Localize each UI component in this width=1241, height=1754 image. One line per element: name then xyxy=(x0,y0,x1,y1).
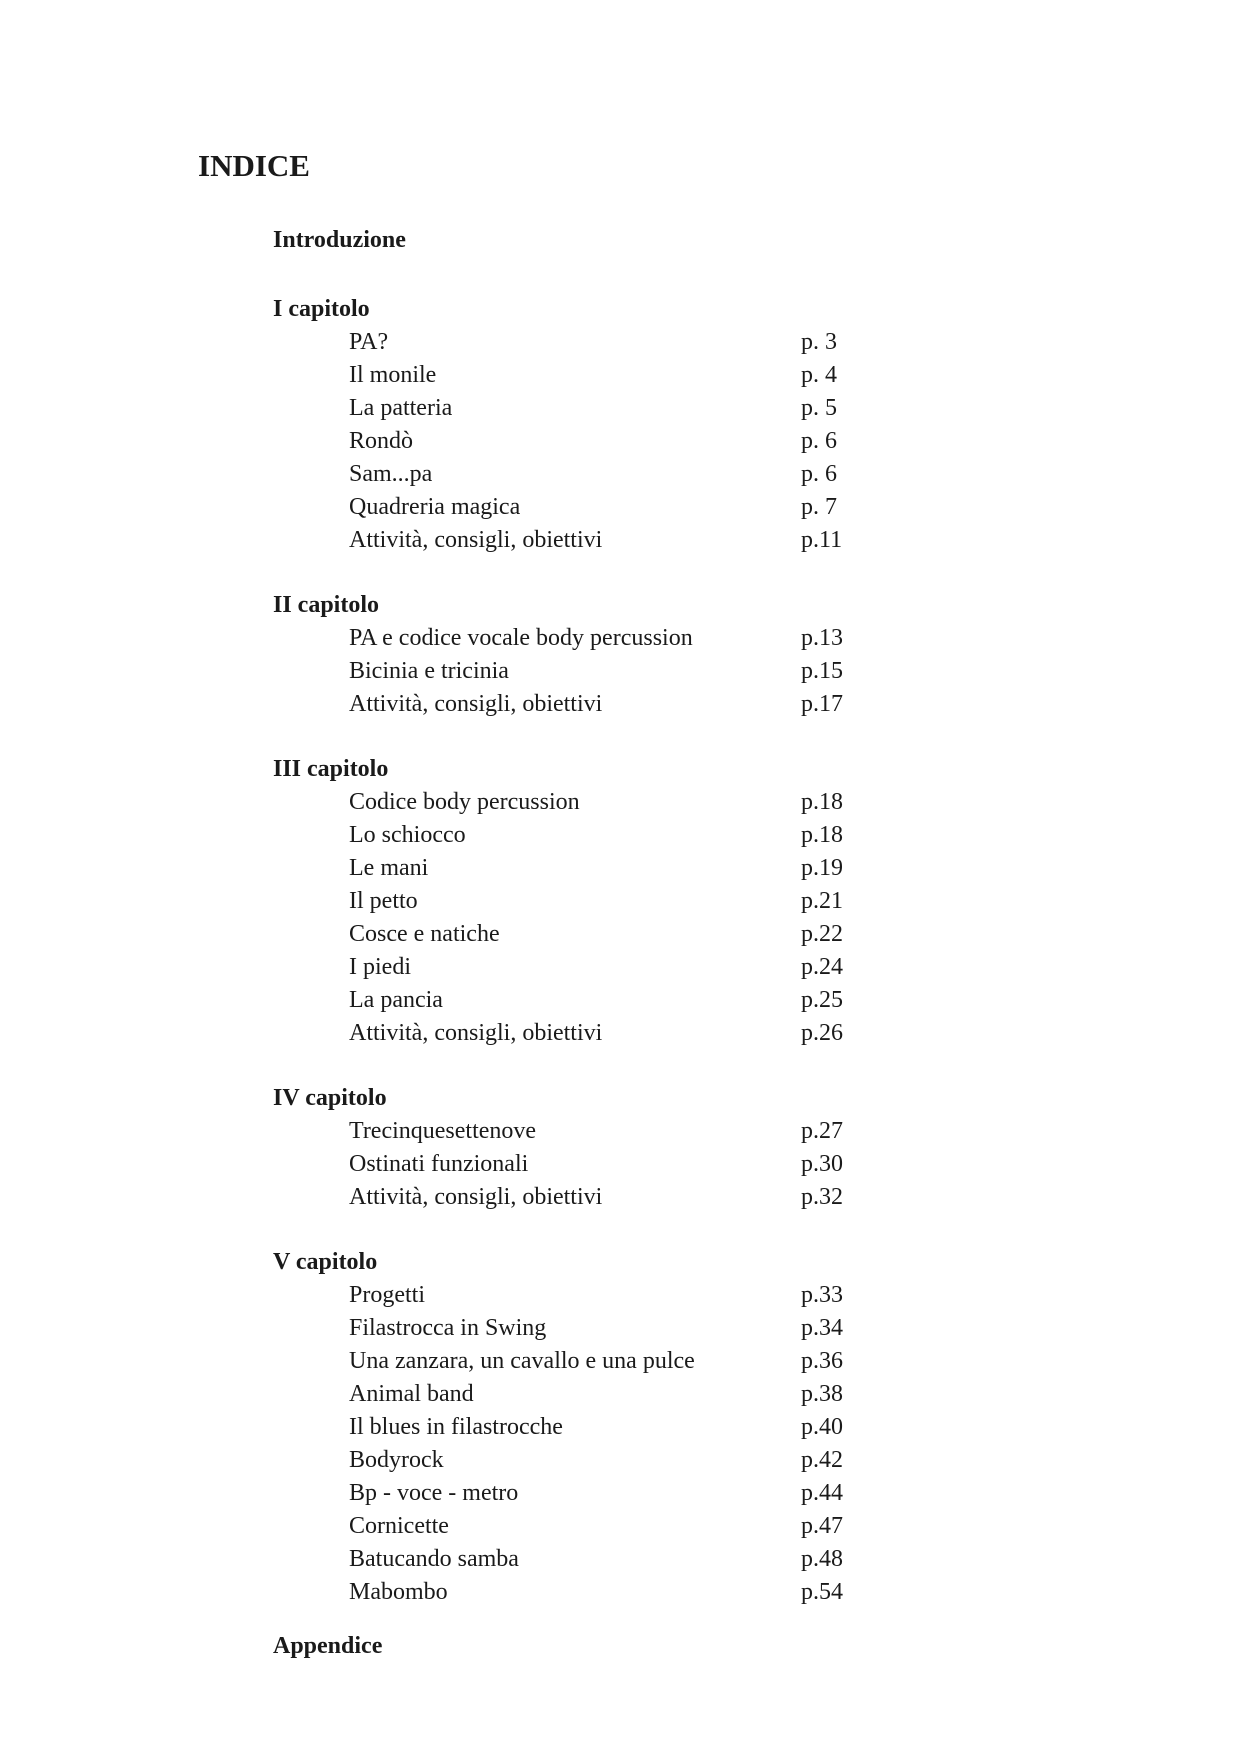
entry-title: Progetti xyxy=(349,1282,425,1308)
chapter-heading: III capitolo xyxy=(273,756,389,782)
entry-title: I piedi xyxy=(349,954,411,980)
entry-title: Cornicette xyxy=(349,1513,449,1539)
entry-title: Sam...pa xyxy=(349,461,433,487)
entry-page: p.19 xyxy=(801,855,843,881)
entry-page: p.17 xyxy=(801,691,843,717)
entry-page: p.42 xyxy=(801,1447,843,1473)
entry-title: Filastrocca in Swing xyxy=(349,1315,547,1341)
entry-page: p.18 xyxy=(801,789,843,815)
entry-page: p. 4 xyxy=(801,362,837,388)
toc-entry xyxy=(273,918,973,951)
entry-title: Codice body percussion xyxy=(349,789,580,815)
entry-title: Attività, consigli, obiettivi xyxy=(349,1184,603,1210)
entry-title: Una zanzara, un cavallo e una pulce xyxy=(349,1348,695,1374)
chapter-2 xyxy=(273,589,973,721)
toc-entry xyxy=(273,458,973,491)
entry-title: PA e codice vocale body percussion xyxy=(349,625,693,651)
entry-page: p.54 xyxy=(801,1579,843,1605)
entry-title: La pancia xyxy=(349,987,443,1013)
chapter-heading: I capitolo xyxy=(273,296,370,322)
entry-title: Cosce e natiche xyxy=(349,921,500,947)
entry-title: Il monile xyxy=(349,362,437,388)
toc-entry xyxy=(273,951,973,984)
table-of-contents xyxy=(273,293,973,1641)
entry-page: p.18 xyxy=(801,822,843,848)
entry-title: Rondò xyxy=(349,428,414,454)
toc-entry xyxy=(273,1444,973,1477)
toc-entry xyxy=(273,359,973,392)
toc-entry xyxy=(273,1345,973,1378)
appendix-heading: Appendice xyxy=(273,1633,383,1659)
toc-entry xyxy=(273,1576,973,1609)
entry-page: p. 7 xyxy=(801,494,837,520)
entry-page: p.48 xyxy=(801,1546,843,1572)
entry-page: p.25 xyxy=(801,987,843,1013)
entry-page: p. 5 xyxy=(801,395,837,421)
introduction-heading: Introduzione xyxy=(273,227,406,253)
entry-title: Mabombo xyxy=(349,1579,448,1605)
entry-page: p.21 xyxy=(801,888,843,914)
chapter-1 xyxy=(273,293,973,557)
entry-title: Attività, consigli, obiettivi xyxy=(349,1020,603,1046)
toc-entry xyxy=(273,1148,973,1181)
entry-page: p. 6 xyxy=(801,461,837,487)
entry-title: Attività, consigli, obiettivi xyxy=(349,527,603,553)
entry-page: p.24 xyxy=(801,954,843,980)
entry-title: Il blues in filastrocche xyxy=(349,1414,563,1440)
entry-title: Quadreria magica xyxy=(349,494,521,520)
entry-title: Ostinati funzionali xyxy=(349,1151,529,1177)
entry-title: PA? xyxy=(349,329,389,355)
entry-page: p.13 xyxy=(801,625,843,651)
entry-page: p.15 xyxy=(801,658,843,684)
toc-entry xyxy=(273,852,973,885)
toc-entry xyxy=(273,1017,973,1050)
toc-entry xyxy=(273,885,973,918)
entry-page: p.34 xyxy=(801,1315,843,1341)
entry-page: p. 3 xyxy=(801,329,837,355)
entry-page: p.40 xyxy=(801,1414,843,1440)
entry-page: p.22 xyxy=(801,921,843,947)
toc-entry xyxy=(273,622,973,655)
entry-page: p.44 xyxy=(801,1480,843,1506)
toc-entry xyxy=(273,688,973,721)
toc-entry xyxy=(273,326,973,359)
chapter-3 xyxy=(273,753,973,1050)
chapter-heading: V capitolo xyxy=(273,1249,378,1275)
entry-title: Il petto xyxy=(349,888,418,914)
toc-entry xyxy=(273,491,973,524)
toc-entry xyxy=(273,425,973,458)
toc-entry xyxy=(273,1477,973,1510)
toc-entry xyxy=(273,786,973,819)
entry-title: La patteria xyxy=(349,395,453,421)
chapter-5 xyxy=(273,1246,973,1609)
toc-entry xyxy=(273,392,973,425)
entry-page: p.27 xyxy=(801,1118,843,1144)
toc-entry xyxy=(273,1115,973,1148)
toc-entry xyxy=(273,1279,973,1312)
entry-page: p.26 xyxy=(801,1020,843,1046)
toc-entry xyxy=(273,1510,973,1543)
entry-title: Le mani xyxy=(349,855,429,881)
toc-entry xyxy=(273,1181,973,1214)
chapter-heading: II capitolo xyxy=(273,592,380,618)
entry-title: Bp - voce - metro xyxy=(349,1480,519,1506)
toc-entry xyxy=(273,524,973,557)
chapter-4 xyxy=(273,1082,973,1214)
entry-title: Bicinia e tricinia xyxy=(349,658,509,684)
chapter-heading: IV capitolo xyxy=(273,1085,387,1111)
entry-title: Animal band xyxy=(349,1381,474,1407)
toc-entry xyxy=(273,1312,973,1345)
entry-title: Batucando samba xyxy=(349,1546,519,1572)
toc-entry xyxy=(273,1378,973,1411)
toc-entry xyxy=(273,819,973,852)
entry-title: Attività, consigli, obiettivi xyxy=(349,691,603,717)
entry-page: p.33 xyxy=(801,1282,843,1308)
entry-page: p.47 xyxy=(801,1513,843,1539)
entry-title: Bodyrock xyxy=(349,1447,444,1473)
toc-entry xyxy=(273,1411,973,1444)
entry-page: p. 6 xyxy=(801,428,837,454)
entry-page: p.38 xyxy=(801,1381,843,1407)
entry-page: p.32 xyxy=(801,1184,843,1210)
toc-entry xyxy=(273,984,973,1017)
entry-page: p.30 xyxy=(801,1151,843,1177)
entry-title: Trecinquesettenove xyxy=(349,1118,537,1144)
toc-entry xyxy=(273,655,973,688)
page-title: INDICE xyxy=(198,148,310,183)
entry-title: Lo schiocco xyxy=(349,822,466,848)
toc-entry xyxy=(273,1543,973,1576)
entry-page: p.36 xyxy=(801,1348,843,1374)
entry-page: p.11 xyxy=(801,527,843,553)
